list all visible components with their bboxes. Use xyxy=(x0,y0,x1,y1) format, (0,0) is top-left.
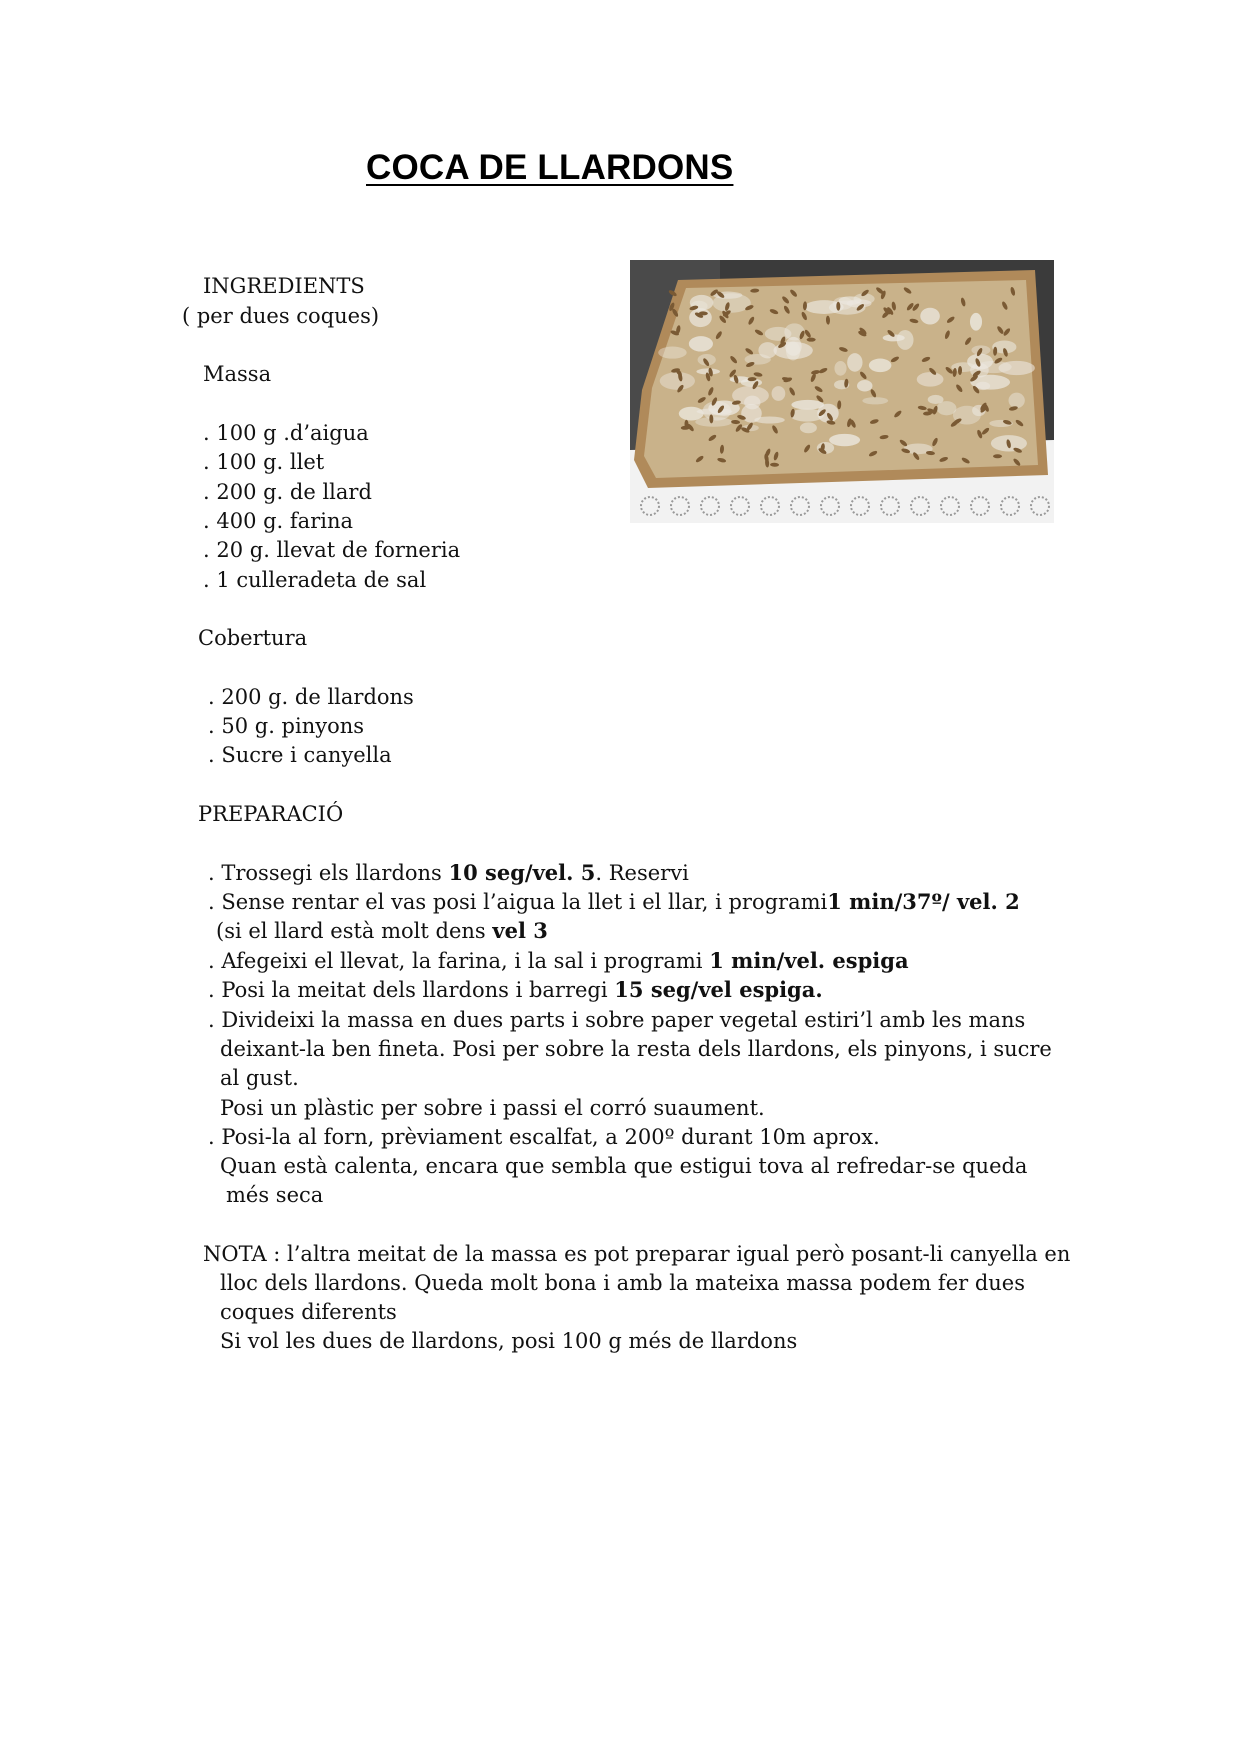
cobertura-item: . Sucre i canyella xyxy=(208,743,392,767)
coca-photo-icon xyxy=(630,260,1054,523)
sugar-patch xyxy=(703,401,731,421)
ingredients-heading: INGREDIENTS xyxy=(203,274,365,298)
sugar-patch xyxy=(660,372,695,390)
sugar-patch xyxy=(1009,393,1025,408)
nota-line: coques diferents xyxy=(220,1300,397,1324)
massa-item: . 1 culleradeta de sal xyxy=(203,568,427,592)
prep-step-5-line: . Divideixi la massa en dues parts i sobre paper vegetal estiri’l amb les mans xyxy=(208,1008,1026,1032)
sugar-patch xyxy=(970,313,982,331)
sugar-patch xyxy=(773,342,812,359)
prep-setting: vel 3 xyxy=(492,918,548,943)
prep-step-5-line: al gust. xyxy=(220,1066,299,1090)
cobertura-item: . 50 g. pinyons xyxy=(208,714,365,738)
massa-heading: Massa xyxy=(203,362,272,386)
prep-setting: 1 min/37º/ vel. 2 xyxy=(827,889,1020,914)
prep-text: (si el llard està molt dens xyxy=(216,919,493,943)
prep-text: . Reservi xyxy=(595,861,689,885)
sugar-patch xyxy=(857,380,872,391)
prep-text: . Afegeixi el llevat, la farina, i la sal i programi xyxy=(208,949,710,973)
sugar-patch xyxy=(689,336,713,351)
sugar-patch xyxy=(679,407,704,421)
massa-item: . 200 g. de llard xyxy=(203,480,372,504)
prep-step-6-line: més seca xyxy=(226,1183,324,1207)
nota-line: Si vol les dues de llardons, posi 100 g més de llardons xyxy=(220,1329,798,1353)
nota-line: lloc dels llardons. Queda molt bona i amb la mateixa massa podem fer dues xyxy=(220,1271,1026,1295)
sugar-patch xyxy=(869,359,892,373)
sugar-patch xyxy=(658,346,686,358)
sugar-patch xyxy=(730,376,751,382)
sugar-patch xyxy=(772,386,786,401)
prep-step-2 xyxy=(208,888,1020,916)
sugar-patch xyxy=(920,308,940,325)
massa-item: . 20 g. llevat de forneria xyxy=(203,538,461,562)
prep-text: . Posi la meitat dels llardons i barregi xyxy=(208,978,615,1002)
sugar-patch xyxy=(829,434,860,446)
prep-setting: 10 seg/vel. 5 xyxy=(448,860,596,885)
prep-text: . Sense rentar el vas posi l’aigua la llet i el llar, i programi xyxy=(208,890,828,914)
prep-step-4 xyxy=(208,976,823,1004)
nota-line: NOTA : l’altra meitat de la massa es pot preparar igual però posant-li canyella en xyxy=(203,1242,1071,1266)
prep-step-1 xyxy=(208,859,689,887)
prep-step-5-line: Posi un plàstic per sobre i passi el corró suaument. xyxy=(220,1096,765,1120)
prep-setting: 1 min/vel. espiga xyxy=(709,948,909,973)
sugar-patch xyxy=(834,361,846,376)
massa-item: . 400 g. farina xyxy=(203,509,353,533)
sugar-patch xyxy=(847,353,862,372)
preparacio-heading: PREPARACIÓ xyxy=(198,802,344,826)
pine-nut xyxy=(807,338,816,342)
sugar-patch xyxy=(862,397,888,404)
pine-nut xyxy=(993,454,1002,458)
cobertura-heading: Cobertura xyxy=(198,626,308,650)
prep-step-5-line: deixant-la ben fineta. Posi per sobre la resta dels llardons, els pinyons, i sucre xyxy=(220,1037,1052,1061)
sugar-patch xyxy=(800,422,817,433)
prep-step-6-line: . Posi-la al forn, prèviament escalfat, a 200º durant 10m aprox. xyxy=(208,1125,880,1149)
sugar-patch xyxy=(741,404,762,423)
cobertura-item: . 200 g. de llardons xyxy=(208,685,414,709)
prep-step-2-note xyxy=(216,917,548,945)
prep-text: . Trossegi els llardons xyxy=(208,861,449,885)
massa-item: . 100 g .d’aigua xyxy=(203,421,369,445)
sugar-patch xyxy=(917,372,944,387)
massa-item: . 100 g. llet xyxy=(203,450,325,474)
prep-step-3 xyxy=(208,947,909,975)
sugar-patch xyxy=(765,327,792,341)
prep-setting: 15 seg/vel espiga. xyxy=(614,977,823,1002)
ingredients-subheading: ( per dues coques) xyxy=(182,304,380,328)
sugar-patch xyxy=(975,361,1011,373)
page-title: COCA DE LLARDONS xyxy=(366,148,734,187)
prep-step-6-line: Quan està calenta, encara que sembla que estigui tova al refredar-se queda xyxy=(220,1154,1028,1178)
